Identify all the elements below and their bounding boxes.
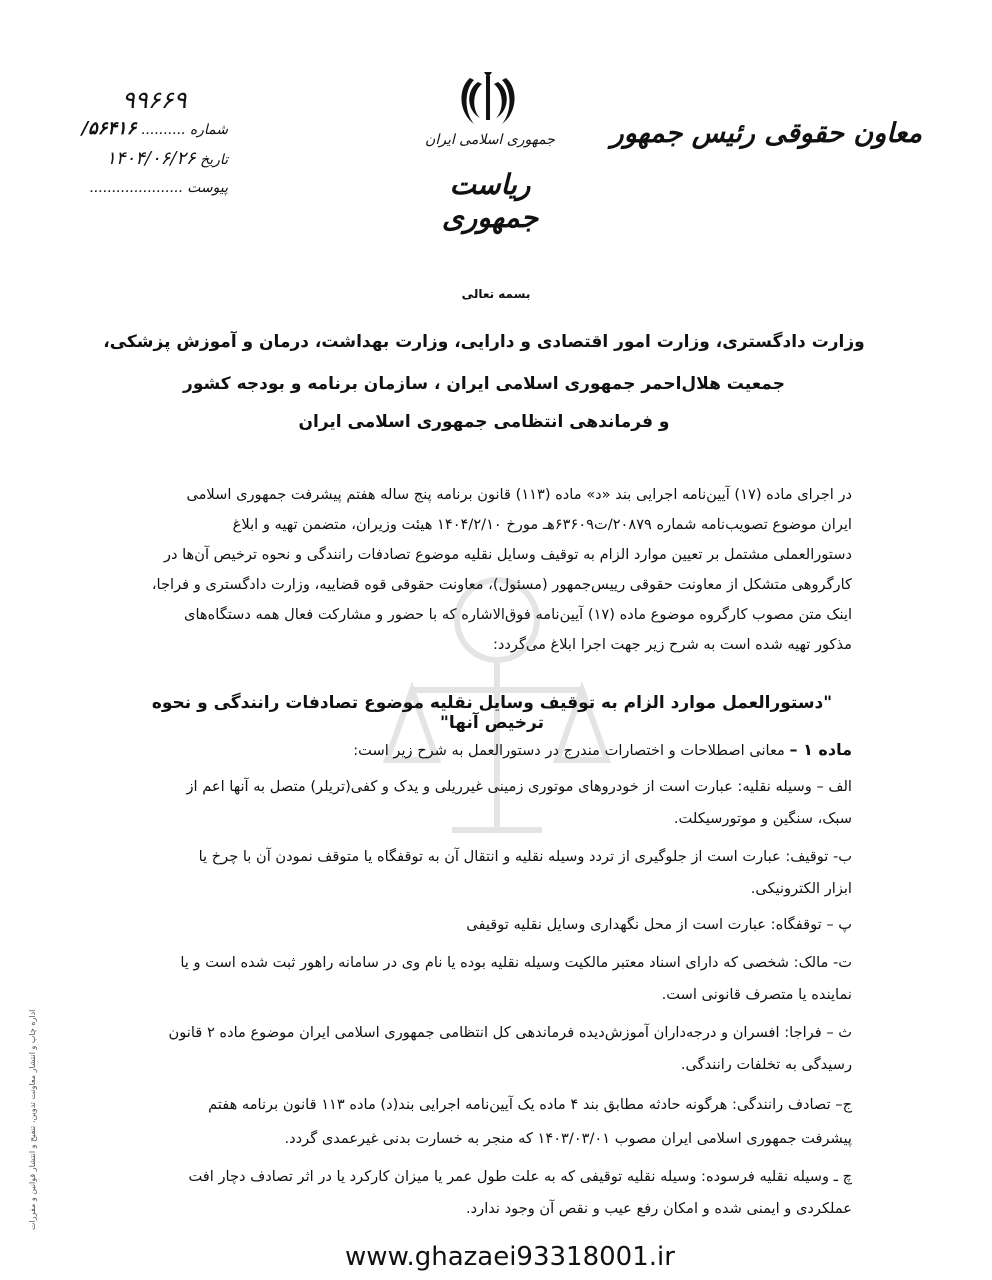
definition-line: چ ـ وسیله نقلیه فرسوده: وسیله نقلیه توقیفی که به علت طول عمر یا میزان کارکرد یا در اثر تصادف دچار افت [188, 1168, 852, 1185]
instruction-title: "دستورالعمل موارد الزام به توقیف وسایل نقلیه موضوع تصادفات رانندگی و نحوه ترخیص آنها" [151, 693, 833, 733]
definition-line: نماینده یا متصرف قانونی است. [661, 986, 852, 1003]
definition-line: سبک، سنگین و موتورسیکلت. [673, 810, 852, 827]
definition-line: ج– تصادف رانندگی: هرگونه حادثه مطابق بند ۴ ماده یک آیین‌نامه اجرایی بند(د) ماده ۱۱۳ قانون برنامه هفتم [208, 1096, 852, 1113]
definition-line: الف – وسیله نقلیه: عبارت است از خودروهای موتوری زمینی غیرریلی و یدک و کفی(تریلر) متصل به آنها اعم از [186, 778, 852, 795]
emblem-subtitle: جمهوری اسلامی ایران [425, 132, 555, 148]
legal-deputy-title: معاون حقوقی رئیس جمهور [610, 118, 922, 149]
attachment-label: پیوست [187, 180, 228, 196]
ref-date-row [38, 148, 228, 169]
definition-line: عملکردی و ایمنی شده و امکان رفع عیب و نقص آن وجود ندارد. [466, 1200, 852, 1217]
ref-number-row: شماره .......... ۵۶۴۱۶/ [81, 118, 228, 139]
definition-line: پیشرفت جمهوری اسلامی ایران مصوب ۱۴۰۳/۰۳/۰۱ که منجر به خسارت بدنی غیرعمدی گردد. [284, 1130, 852, 1147]
iran-emblem-icon [456, 70, 520, 130]
definition-line: پ – توقفگاه: عبارت است از محل نگهداری وسایل نقلیه توقیفی [466, 916, 852, 933]
intro-line: مذکور تهیه شده است به شرح زیر جهت اجرا ابلاغ می‌گردد: [492, 636, 852, 653]
intro-line: کارگروهی متشکل از معاونت حقوقی رییس‌جمهور (مسئول)، معاونت حقوقی قوه قضاییه، وزارت دادگستری و فراجا، [151, 576, 852, 593]
addressee-line: و فرماندهی انتظامی جمهوری اسلامی ایران [298, 412, 670, 432]
intro-line: ایران موضوع تصویب‌نامه شماره ۲۰۸۷۹/ت۶۳۶۰۹هـ مورخ ۱۴۰۴/۲/۱۰ هیئت وزیران، متضمن تهیه و ابلاغ [232, 516, 852, 533]
number-value: ۵۶۴۱۶/ [81, 118, 137, 139]
side-publisher-note: اداره چاپ و انتشار معاونت تدوین، تنقیح و انتشار قوانین و مقررات [28, 1010, 37, 1231]
definition-line: ث – فراجا: افسران و درجه‌داران آموزش‌دیده فرماندهی کل انتظامی جمهوری اسلامی ایران موضوع ماده ۲ قانون [168, 1024, 852, 1041]
definition-line: رسیدگی به تخلفات رانندگی. [680, 1056, 852, 1073]
date-label: تاریخ [200, 152, 228, 168]
ref-attachment-row: پیوست ..................... [89, 180, 228, 196]
addressee-line: وزارت دادگستری، وزارت امور اقتصادی و دارایی، وزارت بهداشت، درمان و آموزش پزشکی، [103, 332, 865, 352]
definition-line: ت- مالک: شخصی که دارای اسناد معتبر مالکیت وسیله نقلیه بوده یا نام وی در سامانه راهور ثبت شده است و یا [180, 954, 852, 971]
article-1-text: معانی اصطلاحات و اختصارات مندرج در دستورالعمل به شرح زیر است: [353, 742, 785, 759]
bismillah: بسمه تعالی [461, 287, 531, 301]
handwritten-number: ۹۹۶۶۹ [122, 86, 187, 114]
date-value: ۱۴۰۴/۰۶/۲۶ [106, 148, 196, 169]
number-label: شماره [189, 122, 228, 138]
definition-line: ب- توقیف: عبارت است از جلوگیری از تردد وسیله نقلیه و انتقال آن به توقفگاه یا متوقف نمودن آن با چرخ یا [198, 848, 852, 865]
definition-line: ابزار الکترونیکی. [750, 880, 852, 897]
addressee-line: جمعیت هلال‌احمر جمهوری اسلامی ایران ، سازمان برنامه و بودجه کشور [183, 374, 785, 394]
article-1 [130, 735, 852, 766]
intro-line: دستورالعملی مشتمل بر تعیین موارد الزام به توقیف وسایل نقلیه موضوع تصادفات رانندگی و نحوه ترخیص آن‌ها در [163, 546, 852, 563]
footer-website-url: www.ghazaei93318001.ir [345, 1242, 675, 1272]
article-1-label: ماده ۱ – [789, 740, 852, 759]
intro-line: در اجرای ماده (۱۷) آیین‌نامه اجرایی بند «د» ماده (۱۱۳) قانون برنامه پنج ساله هفتم پیشرفت جمهوری اسلامی [186, 486, 852, 503]
presidency-title: ریاست جمهوری [441, 168, 539, 234]
intro-line: اینک متن مصوب کارگروه موضوع ماده (۱۷) آیین‌نامه فوق‌الاشاره که با حضور و مشارکت فعال همه دستگاه‌های [184, 606, 852, 623]
